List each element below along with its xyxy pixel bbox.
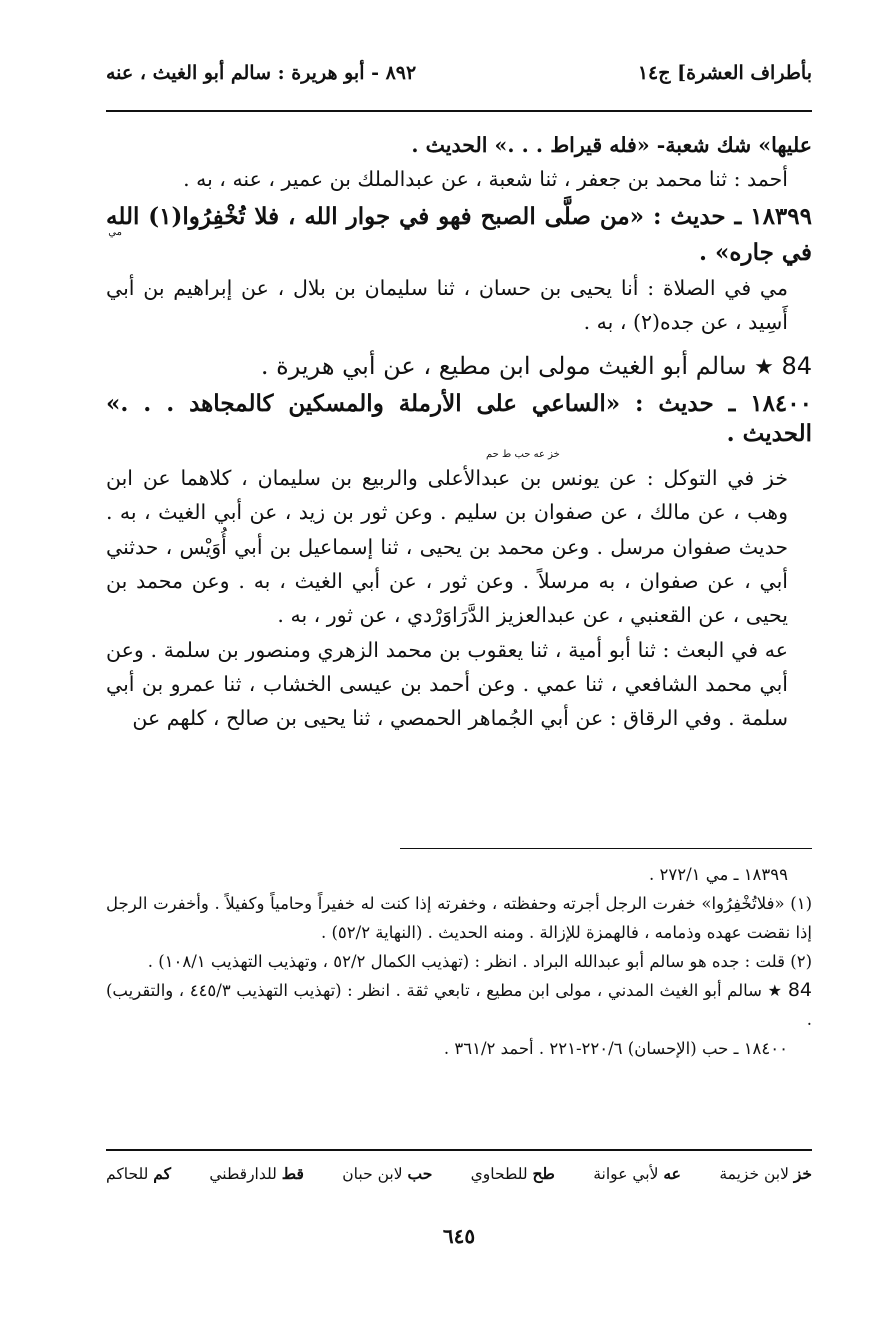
- running-header: [106, 62, 812, 98]
- legend-rule: [106, 1149, 812, 1151]
- paragraph-khz: خز في التوكل : عن يونس بن عبدالأعلى والربيع بن سليمان ، كلاهما عن ابن وهب ، عن مالك ، عن صفوان بن سليم . وعن ثور بن زيد ، عن أبي الغيث ، به . حديث صفوان مرسل . وعن محمد بن يحيى ، ثنا إسماعيل بن أبي أُوَيْس ، حدثني أبي ، عن صفوان ، به مرسلاً . وعن ثور ، عن أبي الغيث ، به . وعن محمد بن يحيى ، عن القعنبي ، عن عبدالعزيز الدَّرَاوَرْدي ، عن ثور ، به .: [106, 466, 788, 628]
- legend-item: طح للطحاوي: [470, 1164, 555, 1183]
- abbreviation-legend: [106, 1162, 812, 1186]
- star-icon: ★: [767, 981, 783, 1000]
- star-icon: ★: [754, 355, 774, 381]
- main-text: [106, 128, 812, 736]
- header-rule: [106, 110, 812, 112]
- text-line: أحمد : ثنا محمد بن جعفر ، ثنا شعبة ، عن عبدالملك بن عمير ، عنه ، به .: [183, 167, 788, 192]
- hadith-text: ١٨٤٠٠ ـ حديث : «الساعي على الأرملة والمسكين كالمجاهد . . .» الحديث .: [106, 390, 812, 448]
- header-section-title: ٨٩٢ - أبو هريرة : سالم أبو الغيث ، عنه: [106, 62, 417, 84]
- entry-number: 84: [781, 352, 812, 381]
- paragraph-mi: مي في الصلاة : أنا يحيى بن حسان ، ثنا سليمان بن بلال ، عن إبراهيم بن أبي أَسِيد ، عن جده(٢) ، به .: [106, 275, 788, 334]
- footnote-ref-18399: ١٨٣٩٩ ـ مي ٢٧٢/١ .: [649, 865, 788, 884]
- legend-item: حب لابن حبان: [342, 1164, 433, 1183]
- text-line: عليها» شك شعبة- «فله قيراط . . .» الحديث .: [411, 133, 812, 157]
- page-number: ٦٤٥: [442, 1224, 476, 1248]
- footnote-ref-18400: ١٨٤٠٠ ـ حب (الإحسان) ٢٢٠/٦-٢٢١ . أحمد ٣٦١/٢ .: [443, 1039, 788, 1058]
- entry-text: سالم أبو الغيث مولى ابن مطيع ، عن أبي هريرة .: [260, 352, 747, 381]
- paragraph-ah: عه في البعث : ثنا أبو أمية ، ثنا يعقوب بن محمد الزهري ومنصور بن سلمة . وعن أبي محمد الشافعي ، ثنا عمي . وعن أحمد بن عيسى الخشاب ، ثنا عمرو بن أبي سلمة . وفي الرقاق : عن أبي الجُماهر الحمصي ، ثنا يحيى بن صالح ، كلهم عن: [106, 637, 788, 731]
- legend-item: كم للحاكم: [106, 1164, 171, 1183]
- entry-number: 84: [787, 979, 813, 1001]
- narrator-entry-84: [106, 345, 812, 389]
- book-page: [106, 52, 812, 1322]
- legend-item: قط للدارقطني: [209, 1164, 304, 1183]
- hadith-18400: [106, 389, 812, 449]
- footnote-text: سالم أبو الغيث المدني ، مولى ابن مطيع ، تابعي ثقة . انظر : (تهذيب التهذيب ٤٤٥/٣ ، والتقريب) .: [106, 981, 812, 1029]
- legend-item: عه لأبي عوانة: [593, 1164, 681, 1183]
- hadith-sigla: مي: [108, 226, 122, 238]
- header-volume-title: بأطراف العشرة] ج١٤: [637, 62, 812, 84]
- footnotes: [106, 860, 812, 1063]
- hadith-sigla: خز عه حب ط حم: [486, 449, 560, 461]
- legend-item: خز لابن خزيمة: [719, 1164, 812, 1183]
- footnote-84: [106, 976, 812, 1034]
- footnote-2: (٢) قلت : جده هو سالم أبو عبدالله البراد . انظر : (تهذيب الكمال ٥٢/٢ ، وتهذيب التهذيب ١٠٨/١) .: [147, 952, 812, 971]
- footnote-1: (١) «فلاتُخْفِرُوا» خفرت الرجل أجرته وحفظته ، وخفرته إذا كنت له خفيراً وحامياً وكفيلاً . وأخفرت الرجل إذا نقضت عهده وذمامه ، فالهمزة للإزالة . ومنه الحديث . (النهاية ٥٢/٢) .: [106, 894, 812, 942]
- footnote-rule: [400, 848, 812, 849]
- hadith-text: ١٨٣٩٩ ـ حديث : «من صلَّى الصبح فهو في جوار الله ، فلا تُخْفِرُوا(١) الله في جاره» .: [106, 202, 812, 266]
